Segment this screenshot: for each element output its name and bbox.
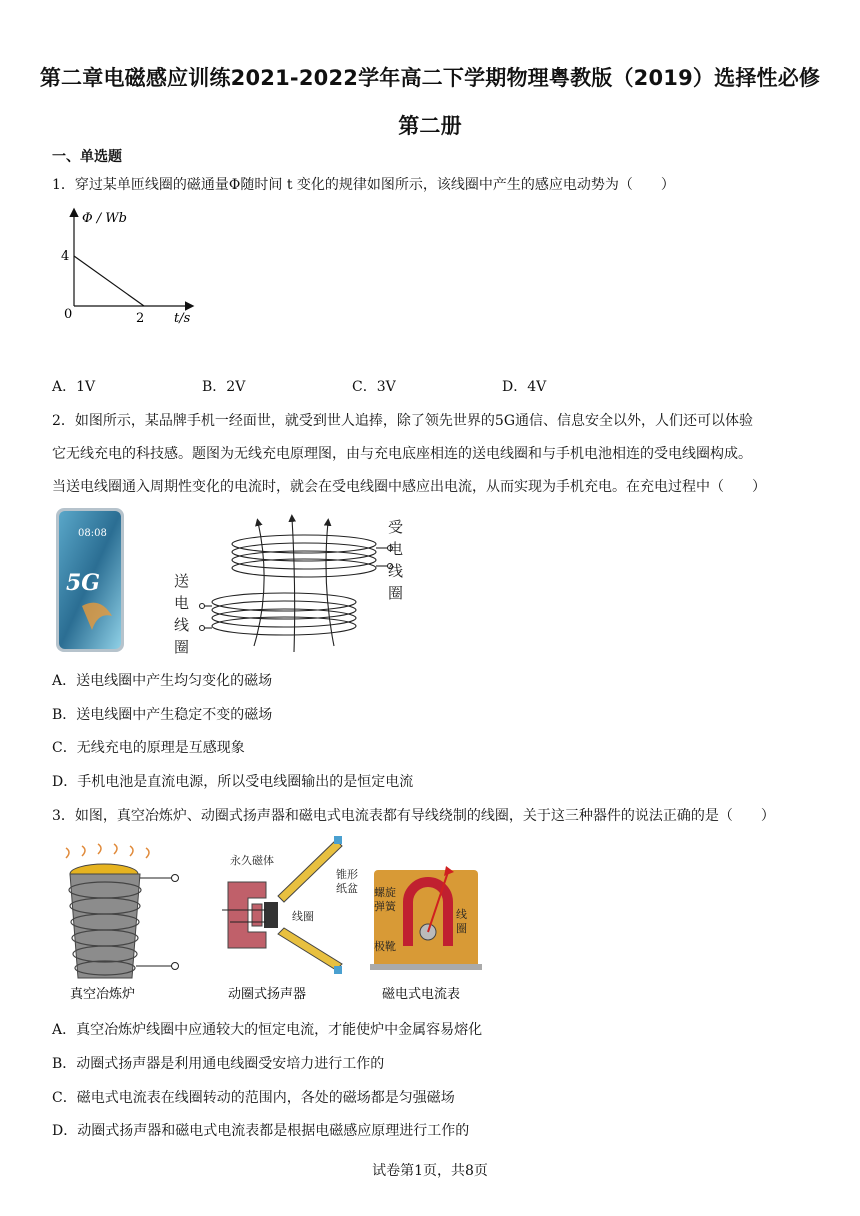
phone-image: [56, 508, 124, 652]
magnetic-field-lines: [254, 518, 334, 652]
receiver-label-4: 圈: [388, 584, 404, 602]
q2-option-c: C．无线充电的原理是互感现象: [52, 740, 245, 756]
meter-caption: 磁电式电流表: [382, 987, 461, 1002]
q3-option-a: A．真空冶炼炉线圈中应通较大的恒定电流，才能使炉中金属容易熔化: [52, 1022, 483, 1038]
q1-option-a: A．1V: [52, 379, 96, 395]
receiver-label-2: 电: [388, 540, 404, 558]
q2-option-a: A．送电线圈中产生均匀变化的磁场: [52, 673, 273, 689]
speaker-label-coil: 线圈: [292, 910, 314, 923]
x-tick-label: 2: [136, 311, 145, 326]
q2-option-b: B．送电线圈中产生稳定不变的磁场: [52, 707, 273, 723]
q3-option-c: C．磁电式电流表在线圈转动的范围内，各处的磁场都是匀强磁场: [52, 1090, 455, 1106]
receiver-label-1: 受: [388, 518, 404, 536]
three-devices-figure: [52, 836, 492, 1004]
q3-option-d: D．动圈式扬声器和磁电式电流表都是根据电磁感应原理进行工作的: [52, 1123, 470, 1139]
receiver-label-3: 线: [388, 562, 404, 580]
wireless-charging-figure: [52, 506, 412, 654]
speaker-label-cone-1: 锥形: [336, 868, 358, 881]
furnace-caption: 真空冶炼炉: [70, 987, 136, 1002]
y-tick-label: 4: [61, 249, 70, 264]
q1-option-d: D．4V: [502, 379, 547, 395]
sender-label-3: 线: [174, 616, 190, 634]
receiving-coil: [232, 535, 376, 577]
x-axis-label: t/s: [174, 311, 191, 326]
q1-option-c: C．3V: [352, 379, 396, 395]
question-3-stem: 3．如图，真空冶炼炉、动圈式扬声器和磁电式电流表都有导线绕制的线圈，关于这三种器件的说法正确的是（ ）: [52, 808, 775, 824]
phone-5g-badge: 5G: [66, 570, 101, 596]
section-heading: 一、单选题: [52, 149, 122, 165]
question-2-line-3: 当送电线圈通入周期性变化的电流时，就会在受电线圈中感应出电流，从而实现为手机充电。在充电过程中（ ）: [52, 479, 766, 495]
question-2-line-1: 2．如图所示，某品牌手机一经面世，就受到世人追捧，除了领先世界的5G通信、信息安全以外，人们还可以体验: [52, 413, 753, 429]
y-axis-label: Φ / Wb: [82, 211, 127, 226]
speaker-label-magnet: 永久磁体: [230, 854, 274, 867]
speaker-image: [222, 836, 358, 1002]
document-title-line-2: 第二册: [398, 114, 462, 138]
page-footer: 试卷第1页，共8页: [372, 1163, 488, 1179]
sender-label-1: 送: [174, 572, 190, 590]
speaker-caption: 动圈式扬声器: [228, 987, 307, 1002]
question-1-stem: 1．穿过某单匝线圈的磁通量Φ随时间 t 变化的规律如图所示，该线圈中产生的感应电动势为（ ）: [52, 177, 675, 193]
meter-label-pole: 极靴: [374, 940, 396, 953]
meter-label-coil-1: 线: [456, 908, 467, 921]
coil-terminals: [200, 546, 393, 631]
meter-label-coil-2: 圈: [456, 922, 467, 935]
flux-time-graph: [52, 200, 202, 332]
speaker-label-cone-2: 纸盆: [336, 882, 358, 895]
sending-coil: [212, 593, 356, 635]
flux-line: [74, 256, 144, 306]
sender-label-4: 圈: [174, 638, 190, 654]
q3-option-b: B．动圈式扬声器是利用通电线圈受安培力进行工作的: [52, 1056, 385, 1072]
vacuum-furnace-image: [66, 844, 179, 1002]
galvanometer-image: [370, 866, 482, 1002]
q1-option-b: B．2V: [202, 379, 246, 395]
meter-label-spring-2: 弹簧: [374, 900, 396, 913]
q2-option-d: D．手机电池是直流电源，所以受电线圈输出的是恒定电流: [52, 774, 414, 790]
phone-time: 08:08: [78, 528, 107, 539]
origin-label: 0: [64, 307, 73, 322]
question-2-line-2: 它无线充电的科技感。题图为无线充电原理图，由与充电底座相连的送电线圈和与手机电池相连的受电线圈构成。: [52, 446, 752, 462]
meter-label-spring-1: 螺旋: [374, 886, 396, 899]
document-title-line-1: 第二章电磁感应训练2021-2022学年高二下学期物理粤教版（2019）选择性必修: [39, 66, 821, 90]
sender-label-2: 电: [174, 594, 190, 612]
